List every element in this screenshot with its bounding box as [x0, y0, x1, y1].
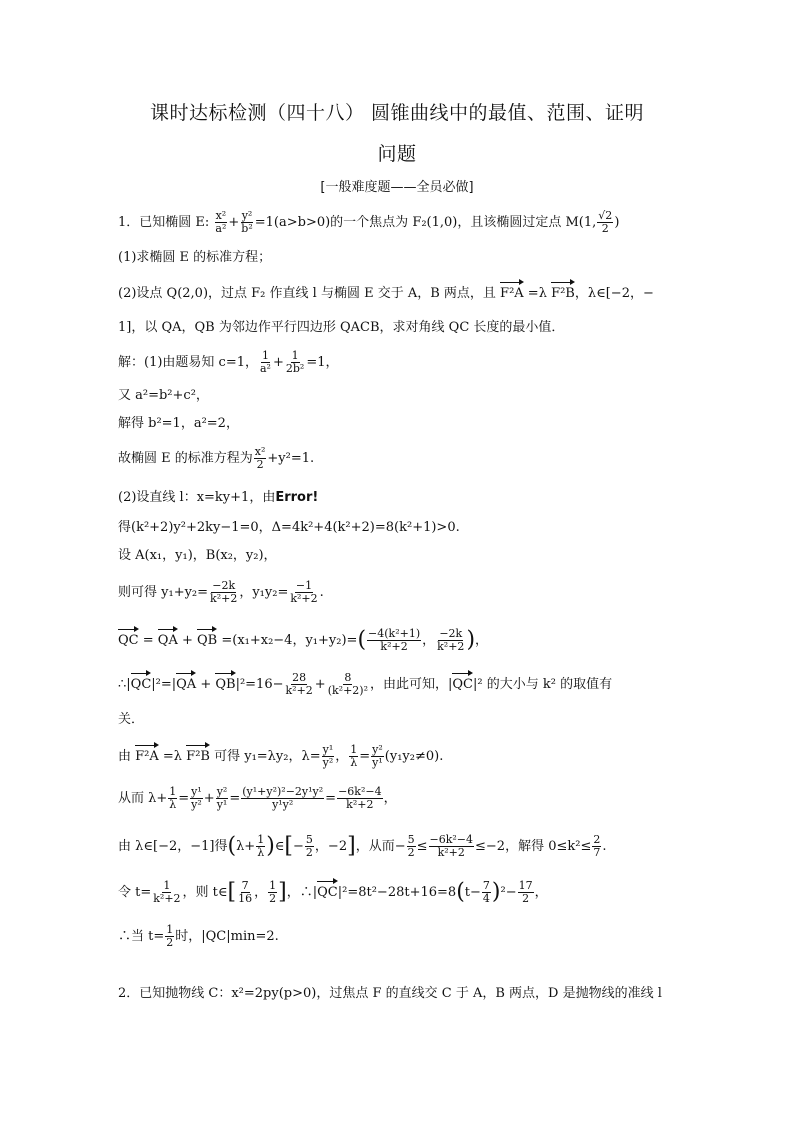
- page-title-continued: 问题: [377, 143, 417, 165]
- solution-line-7: 设 A(x₁，y₁)，B(x₂，y₂)，: [118, 548, 277, 563]
- solution-line-3: 解得 b²=1，a²=2，: [118, 416, 239, 431]
- problem-1-stem: 1．已知椭圆 E: $\frac{\text{x²}}{\text{a²}}$ + $\frac{\text{y²}}{\text{b²}}$ =1(a>b>0)的一个焦点为 F₂(1,0)，且该椭圆过定点 M(1, $\frac{√2}{2}$ ): [118, 209, 620, 235]
- problem-1-part-1: (1)求椭圆 E 的标准方程；: [118, 250, 272, 265]
- solution-line-11: 关．: [118, 712, 145, 727]
- problem-2-stem: 2．已知抛物线 C：x²=2py(p>0)，过焦点 F 的直线交 C 于 A，B 两点，D 是抛物线的准线 l: [118, 986, 662, 1001]
- solution-line-8: 则可得 y₁+y₂= $\frac{-2k}{\text{k²+2}}$ ，y₁y₂= $\frac{-1}{\text{k²+2}}$ .: [118, 579, 324, 605]
- solution-line-12: 由 F²A =λ F²B 可得 y₁=λy₂，λ= $\frac{\text{y¹}}{\text{y²}}$ ， $\frac{1}{\lambda}$ = $\frac{\text{y²}}{\text{y¹}}$ (y₁y₂≠0).: [118, 743, 444, 769]
- section-label: [一般难度题——全员必做]: [320, 180, 474, 195]
- solution-line-13: 从而 λ+ $\frac{1}{\lambda}$ = $\frac{\text{y¹}}{\text{y²}}$ + $\frac{\text{y²}}{\text{y¹}}$ = $\frac{\text{(y¹+y²)²−2y¹y²}}{\text{y¹y²}}$ = $\frac{\text{−6k²−4}}{\text{k²+2}}$ ，: [118, 785, 397, 811]
- problem-1-part-2: (2)设点 Q(2,0)，过点 F₂ 作直线 l 与椭圆 E 交于 A，B 两点，且 F²A =λ F²B，λ∈[−2，−: [118, 284, 654, 304]
- solution-line-14: 由 λ∈[−2，−1]得(λ+ $\frac{1}{\lambda}$ )∈[− $\frac{5}{2}$ ，−2]，从而− $\frac{5}{2}$ ≤ $\frac{\text{−6k²−4}}{\text{k²+2}}$ ≤−2，解得 0≤k²≤ $\frac{2}{7}$ .: [118, 833, 607, 859]
- solution-line-15: 令 t= $\frac{1}{\text{k²+2}}$ ，则 t∈[ $\frac{7}{16}$ ， $\frac{1}{2}$ ]，∴|QC|²=8t²−28t+16=8(t− $\frac{7}{4}$ )²− $\frac{17}{2}$ ，: [118, 879, 548, 905]
- solution-line-4: 故椭圆 E 的标准方程为 $\frac{\text{x²}}{2}$ +y²=1.: [118, 445, 315, 471]
- problem-1-part-2-cont: 1]，以 QA，QB 为邻边作平行四边形 QACB，求对角线 QC 长度的最小值．: [118, 320, 565, 335]
- solution-line-5: (2)设直线 l：x=ky+1，由Error!: [118, 490, 319, 505]
- page-title: 课时达标检测（四十八） 圆锥曲线中的最值、范围、证明: [149, 102, 645, 124]
- solution-line-16: ∴当 t= $\frac{1}{2}$ 时，|QC|min=2.: [118, 923, 279, 949]
- solution-line-9: QC = QA + QB =(x₁+x₂−4，y₁+y₂)=( $\frac{\text{−4(k²+1)}}{\text{k²+2}}$ ， $\frac{-2k}{\text{k²+2}}$ )，: [118, 627, 489, 653]
- solution-line-1: 解：(1)由题易知 c=1， $\frac{1}{\text{a²}}$ + $\frac{1}{\text{2b²}}$ =1，: [118, 349, 339, 375]
- solution-line-2: 又 a²=b²+c²，: [118, 388, 209, 403]
- error-text: Error!: [275, 490, 319, 505]
- solution-line-6: 得(k²+2)y²+2ky−1=0，Δ=4k²+4(k²+2)=8(k²+1)>0.: [118, 520, 460, 535]
- solution-line-10: ∴|QC|²=|QA + QB|²=16− $\frac{28}{\text{k²+2}}$ + $\frac{8}{\text{(k²+2)²}}$ ，由此可知，|QC|² 的大小与 k² 的取值有: [118, 671, 613, 697]
